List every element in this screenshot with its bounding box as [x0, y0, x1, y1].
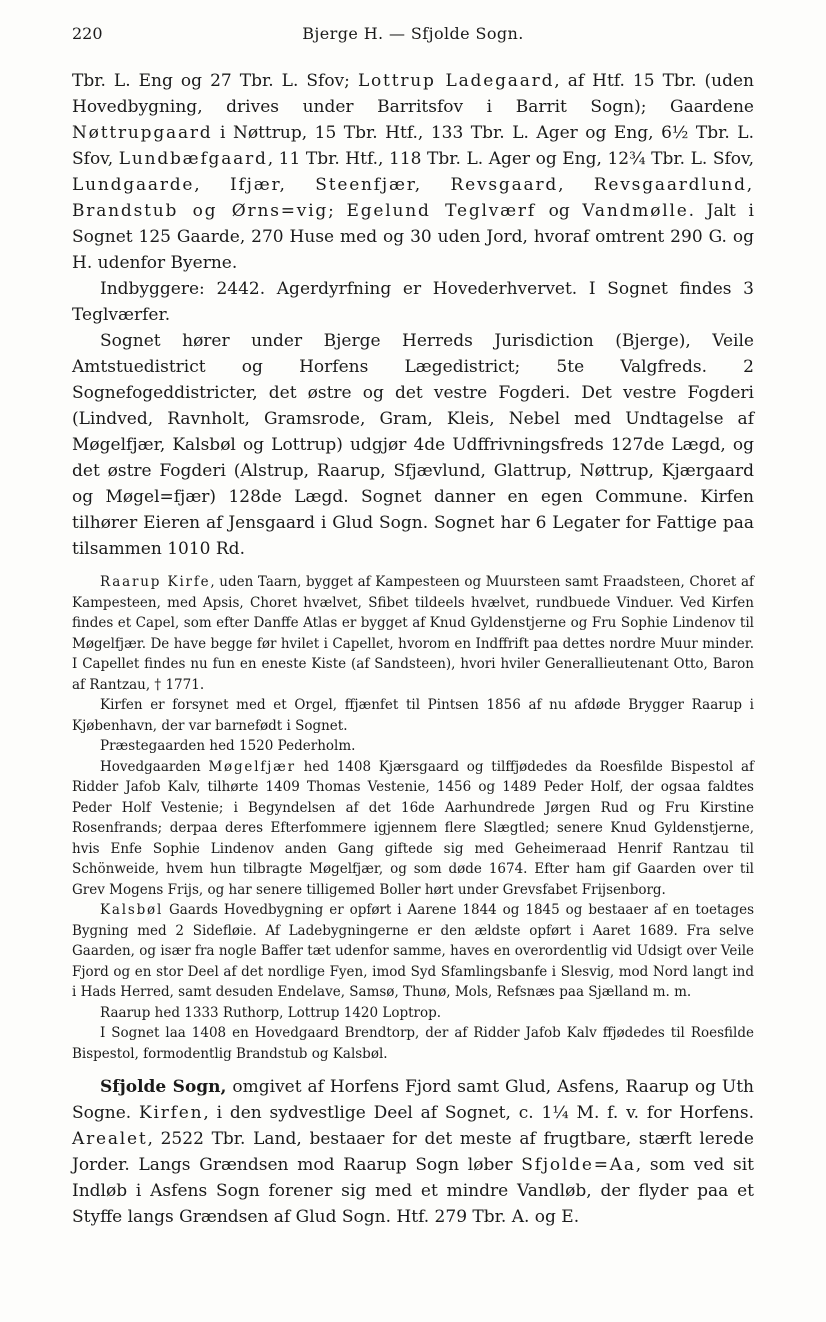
text-segment: i Nøttrup, 15 Tbr. Htf., 133 Tbr. L. Ager og Eng, 6½ Tbr. L. Sfov,: [72, 123, 754, 169]
text-segment: Kirfen er forsynet med et Orgel, ffjænfet til Pintsen 1856 af nu afdøde Brygger Raarup i Kjøbenhavn, der var barnefødt i Sognet.: [72, 697, 754, 734]
text-segment: ;: [328, 201, 347, 221]
text-segment: Præstegaarden hed 1520 Pederholm.: [100, 738, 356, 754]
text-segment: , i den sydvestlige Deel af Sognet, c. 1¼ M. f. v. for Horfens.: [203, 1103, 754, 1123]
text-segment: Raarup hed 1333 Ruthorp, Lottrup 1420 Loptrop.: [100, 1004, 442, 1021]
text-segment: , af Htf. 15 Tbr. (uden Hovedbygning, drives under Barritsfov i Barrit Sogn); Gaardene: [72, 71, 754, 117]
text-segment: Indbyggere: 2442. Agerdyrfning er Hovederhvervet. I Sognet findes 3 Teglværfer.: [72, 279, 754, 325]
petit-praestegaard: [72, 736, 754, 757]
petit-navne: [72, 1003, 754, 1024]
text-segment: , som ved sit Indløb i Asfens Sogn forener sig med et mindre Vandløb, der flyder paa et Styffe langs Grændsen af Glud Sogn. Htf. 279 Tbr. A. og E.: [72, 1155, 754, 1227]
text-segment: og: [535, 201, 583, 221]
petit-moegelkjaer: [72, 757, 754, 901]
text-segment: hed 1408 Kjærsgaard og tilffjødedes da Roesfilde Bispestol af Ridder Jafob Kalv, tilhørte 1409 Thomas Vestenie, 1456 og 1489 Peder Holf, der ogsaa faldtes Peder Holf Vestenie; i Begyndelsen af det 16de Aarhundrede Jørgen Rud og Fru Kirstine Rosenfrands; derpaa deres Efterfommere igjennem flere Slægtled; senere Knud Gyldenstjerne, hvis Enfe Sophie Lindenov anden Gang giftede sig med Geheimeraad Henrif Rantzau til Schönweide, hvem hun tilbragte Møgelfjær, og som døde 1674. Efter ham gif Gaarden over til Grev Mogens Frijs, og har senere tilligemed Boller hørt under Grevsfabet Frijsenborg.: [72, 758, 754, 898]
text-segment: Gaards Hovedbygning er opført i Aarene 1844 og 1845 og bestaaer af en toetages Bygning med 2 Sidefløie. Af Ladebygningerne er den ældste opført i Aaret 1689. Fra selve Gaarden, og især fra nogle Baffer tæt udenfor samme, haves en overordentlig vid Udsigt over Veile Fjord og en stor Deel af det nordlige Fyen, imod Syd Sfamlingsbanfe i Slesvig, mod Nord langt ind i Hads Herred, samt desuden Endelave, Samsø, Thunø, Mols, Refsnæs paa Sjælland m. m.: [72, 902, 754, 1000]
petit-kalsboel: [72, 900, 754, 1003]
text-segment: Lundgaarde, Ifjær, Steenfjær, Revsgaard, Revsgaardlund, Brandstub og Ørns=vig: [72, 175, 754, 221]
text-segment: Raarup Kirfe: [100, 574, 211, 590]
text-segment: Lottrup Ladegaard: [357, 71, 555, 91]
skjolde-sogn-intro: [72, 1074, 754, 1230]
text-segment: Nøttrupgaard: [72, 123, 213, 143]
raarup-continuation: [72, 68, 754, 276]
text-segment: Tbr. L. Eng og 27 Tbr. L. Sfov;: [72, 71, 358, 91]
page-number: 220: [72, 24, 103, 43]
text-segment: Vandmølle: [582, 201, 689, 221]
text-segment: Arealet: [72, 1129, 148, 1149]
section-heading-inline: Sfjolde Sogn,: [100, 1077, 227, 1097]
text-segment: I Sognet laa 1408 en Hovedgaard Brendtorp, der af Ridder Jafob Kalv ffjødedes til Roesfilde Bispestol, formodentlig Brandstub og Kalsbøl.: [72, 1025, 754, 1062]
petit-orgel: [72, 695, 754, 736]
text-segment: Kirfen: [139, 1103, 204, 1123]
text-body: [72, 68, 754, 1230]
page-header: [72, 24, 754, 48]
petit-brendtorp: [72, 1023, 754, 1064]
text-segment: , 11 Tbr. Htf., 118 Tbr. L. Ager og Eng, 12¾ Tbr. L. Sfov,: [267, 149, 754, 169]
jurisdiction: [72, 328, 754, 562]
text-segment: Kalsbøl: [100, 902, 164, 918]
text-segment: , uden Taarn, bygget af Kampesteen og Muursteen samt Fraadsteen, Choret af Kampesteen, med Apsis, Choret hvælvet, Sfibet tildeels hvælvet, rundbuede Vinduer. Ved Kirfen findes et Capel, som efter Danffe Atlas er bygget af Knud Gyldenstjerne og Fru Sophie Lindenov til Møgelfjær. De have begge før hvilet i Capellet, hvorom en Indffrift paa dettes nordre Muur minder. I Capellet findes nu fun en eneste Kiste (af Sandsteen), hvori hviler Generallieutenant Otto, Baron af Rantzau, † 1771.: [72, 574, 754, 693]
text-segment: Sognet hører under Bjerge Herreds Jurisdiction (Bjerge), Veile Amtstuedistrict og Horfens Lægedistrict; 5te Valgfreds. 2 Sognefogeddistricter, det østre og det vestre Fogderi. Det vestre Fogderi (Lindved, Ravnholt, Gramsrode, Gram, Kleis, Nebel med Undtagelse af Møgelfjær, Kalsbøl og Lottrup) udgjør 4de Udffrivningsfreds 127de Lægd, og det østre Fogderi (Alstrup, Raarup, Sfjævlund, Glattrup, Nøttrup, Kjærgaard og Møgel=fjær) 128de Lægd. Sognet danner en egen Commune. Kirfen tilhører Eieren af Jensgaard i Glud Sogn. Sognet har 6 Legater for Fattige paa tilsammen 1010 Rd.: [72, 331, 754, 559]
running-header: Bjerge H. — Sfjolde Sogn.: [302, 24, 524, 43]
text-segment: . Jalt i Sognet 125 Gaarde, 270 Huse med og 30 uden Jord, hvoraf omtrent 290 G. og H. udenfor Byerne.: [72, 201, 754, 273]
petit-kirke: [72, 572, 754, 695]
indbyggere: [72, 276, 754, 328]
text-segment: Lundbæfgaard: [118, 149, 268, 169]
text-segment: Egelund Teglværf: [346, 201, 536, 221]
text-segment: Hovedgaarden: [100, 758, 209, 775]
text-segment: , 2522 Tbr. Land, bestaaer for det meste af frugtbare, stærft lerede Jorder. Langs Grændsen mod Raarup Sogn løber: [72, 1129, 754, 1175]
text-segment: Sfjolde=Aa: [521, 1155, 636, 1175]
text-segment: Møgelfjær: [208, 758, 296, 775]
text-segment: omgivet af Horfens Fjord samt Glud, Asfens, Raarup og Uth Sogne.: [72, 1077, 754, 1123]
